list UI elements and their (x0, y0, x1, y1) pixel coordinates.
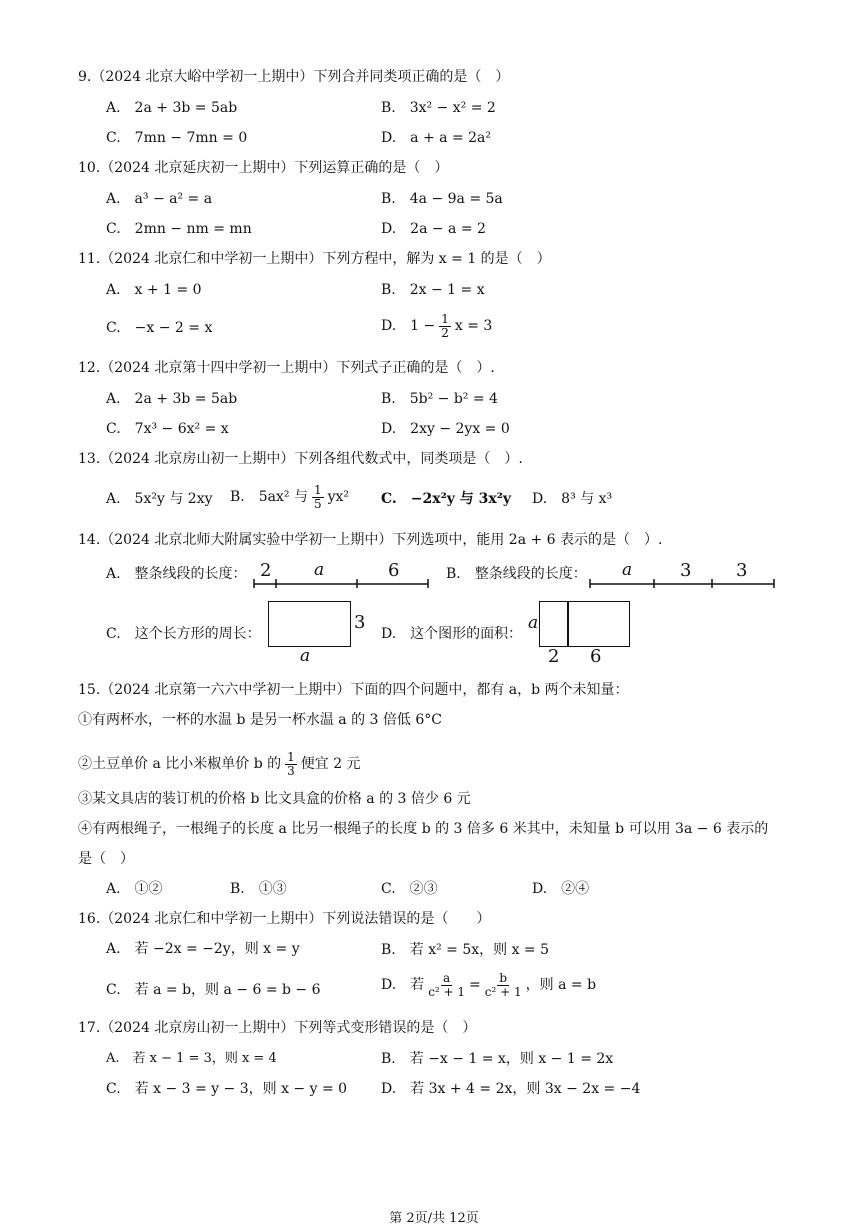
q14-stem: 14.（2024 北京北师大附属实验中学初一上期中）下列选项中，能用 2a + 6 表示的是（ ）. (78, 532, 663, 548)
q14-b-seg-label-1: a (622, 560, 633, 580)
q15-item-2-prefix: ②土豆单价 a 比小米椒单价 b 的 (78, 756, 282, 773)
q17-option-d: D. 若 3x + 4 = 2x，则 3x − 2x = −4 (381, 1081, 641, 1097)
q9-option-b: B. 3x² − x² = 2 (381, 100, 496, 116)
q14-b-segment (588, 560, 776, 588)
q14-a-seg-label-1: 2 (260, 560, 272, 581)
q15-item-4: ④有两根绳子，一根绳子的长度 a 比另一根绳子的长度 b 的 3 倍多 6 米其中，未知量 b 可以用 3a − 6 表示的 (78, 821, 769, 837)
q10-option-c: C. 2mn − nm = mn (106, 221, 252, 237)
q14-option-b: B. 整条线段的长度： (446, 566, 587, 582)
q15-item-2-suffix: 便宜 2 元 (300, 756, 361, 773)
q13-stem: 13.（2024 北京房山初一上期中）下列各组代数式中，同类项是（ ）. (78, 451, 523, 467)
q14-a-seg-label-3: 6 (388, 560, 400, 581)
q15-option-a: A. ①② (106, 881, 163, 897)
q17-option-b: B. 若 −x − 1 = x，则 x − 1 = 2x (381, 1051, 614, 1067)
q10-stem: 10.（2024 北京延庆初一上期中）下列运算正确的是（ ） (78, 160, 449, 176)
q15-item-1: ①有两杯水，一杯的水温 b 是另一杯水温 a 的 3 倍低 6°C (78, 712, 442, 728)
q15-item-2-fraction: $\frac{1}{3}$ (287, 750, 295, 778)
q14-d-bottom-label-1: 2 (548, 646, 560, 667)
q14-d-rect-large (567, 601, 630, 647)
q14-b-seg-label-2: 3 (680, 560, 692, 581)
q17-option-c: C. 若 x − 3 = y − 3，则 x − y = 0 (106, 1081, 348, 1097)
q16-option-c: C. 若 a = b，则 a − 6 = b − 6 (106, 982, 321, 998)
q14-a-segment-line (252, 560, 430, 588)
q11-d-suffix: x = 3 (454, 318, 493, 335)
q15-item-2 (78, 751, 361, 777)
q16-d-fraction-1: $\frac{a}{\text{c² + 1}}$ (428, 971, 466, 999)
q12-option-d: D. 2xy − 2yx = 0 (381, 421, 510, 437)
q9-option-d: D. a + a = 2a² (381, 130, 491, 146)
q16-option-a: A. 若 −2x = −2y，则 x = y (106, 941, 300, 957)
q13-b-prefix: B. 5ax² 与 (230, 489, 308, 506)
q13-b-fraction: $\frac{1}{5}$ (313, 483, 322, 511)
q14-c-bottom-label: a (300, 646, 311, 666)
q15-item-3: ③某文具店的装订机的价格 b 比文具盒的价格 a 的 3 倍少 6 元 (78, 791, 471, 807)
q11-d-prefix: D. 1 − (381, 318, 436, 335)
q16-d-suffix: ，则 a = b (525, 977, 597, 994)
q10-option-a: A. a³ − a² = a (106, 191, 213, 207)
q16-option-d: D. 若 $\frac{a}{\text{c² + 1}}$ = $\frac{b}{\text{c² + 1}}$ ，则 a = b (381, 971, 597, 999)
q11-stem: 11.（2024 北京仁和中学初一上期中）下列方程中，解为 x = 1 的是（ ） (78, 251, 551, 267)
q14-option-d: D. 这个图形的面积： (381, 626, 523, 642)
q14-c-side-label: 3 (354, 612, 366, 633)
q17-stem: 17.（2024 北京房山初一上期中）下列等式变形错误的是（ ） (78, 1020, 477, 1036)
q11-option-c: C. −x − 2 = x (106, 320, 213, 336)
q9-stem: 9.（2024 北京大峪中学初一上期中）下列合并同类项正确的是（ ） (78, 69, 510, 85)
q15-option-d: D. ②④ (532, 881, 590, 897)
q13-b-suffix: yx² (327, 489, 350, 506)
q14-a-segment (252, 560, 430, 588)
q16-stem: 16.（2024 北京仁和中学初一上期中）下列说法错误的是（ ） (78, 911, 491, 927)
q15-stem: 15.（2024 北京第一六六中学初一上期中）下面的四个问题中，都有 a，b 两个未知量： (78, 682, 629, 698)
q9-option-a: A. 2a + 3b = 5ab (106, 100, 238, 116)
q14-d-bottom-label-2: 6 (590, 646, 602, 667)
q12-stem: 12.（2024 北京第十四中学初一上期中）下列式子正确的是（ ）. (78, 360, 495, 376)
q12-option-c: C. 7x³ − 6x² = x (106, 421, 229, 437)
page-footer: 第 2页/共 12页 (389, 1211, 479, 1226)
q16-d-prefix: D. 若 (381, 977, 425, 994)
q17-option-a: A. 若 x − 1 = 3，则 x = 4 (106, 1051, 277, 1066)
q14-option-a: A. 整条线段的长度： (106, 566, 247, 582)
q13-option-c: C. −2x²y 与 3x²y (381, 491, 511, 507)
q11-option-b: B. 2x − 1 = x (381, 282, 485, 298)
q11-option-a: A. x + 1 = 0 (106, 282, 202, 298)
q10-option-b: B. 4a − 9a = 5a (381, 191, 503, 207)
q9-option-c: C. 7mn − 7mn = 0 (106, 130, 248, 146)
q14-b-seg-label-3: 3 (736, 560, 748, 581)
q16-option-b: B. 若 x² = 5x，则 x = 5 (381, 942, 550, 958)
q12-option-a: A. 2a + 3b = 5ab (106, 391, 238, 407)
q15-item-4-cont: 是（ ） (78, 851, 134, 867)
q15-option-b: B. ①③ (230, 881, 287, 897)
q16-d-fraction-2: $\frac{b}{\text{c² + 1}}$ (484, 971, 522, 999)
q14-option-c: C. 这个长方形的周长： (106, 626, 261, 642)
q14-d-side-label: a (528, 613, 539, 633)
q14-d-rect-small (539, 601, 569, 647)
q11-d-fraction: $\frac{1}{2}$ (441, 312, 449, 340)
q14-a-seg-label-2: a (314, 560, 325, 580)
q11-option-d (381, 313, 492, 339)
q13-option-d: D. 8³ 与 x³ (532, 491, 613, 507)
q14-c-rectangle (268, 601, 351, 647)
q13-option-b (230, 484, 349, 510)
q10-option-d: D. 2a − a = 2 (381, 221, 486, 237)
q15-option-c: C. ②③ (381, 881, 438, 897)
q13-option-a: A. 5x²y 与 2xy (106, 491, 213, 507)
q12-option-b: B. 5b² − b² = 4 (381, 391, 498, 407)
